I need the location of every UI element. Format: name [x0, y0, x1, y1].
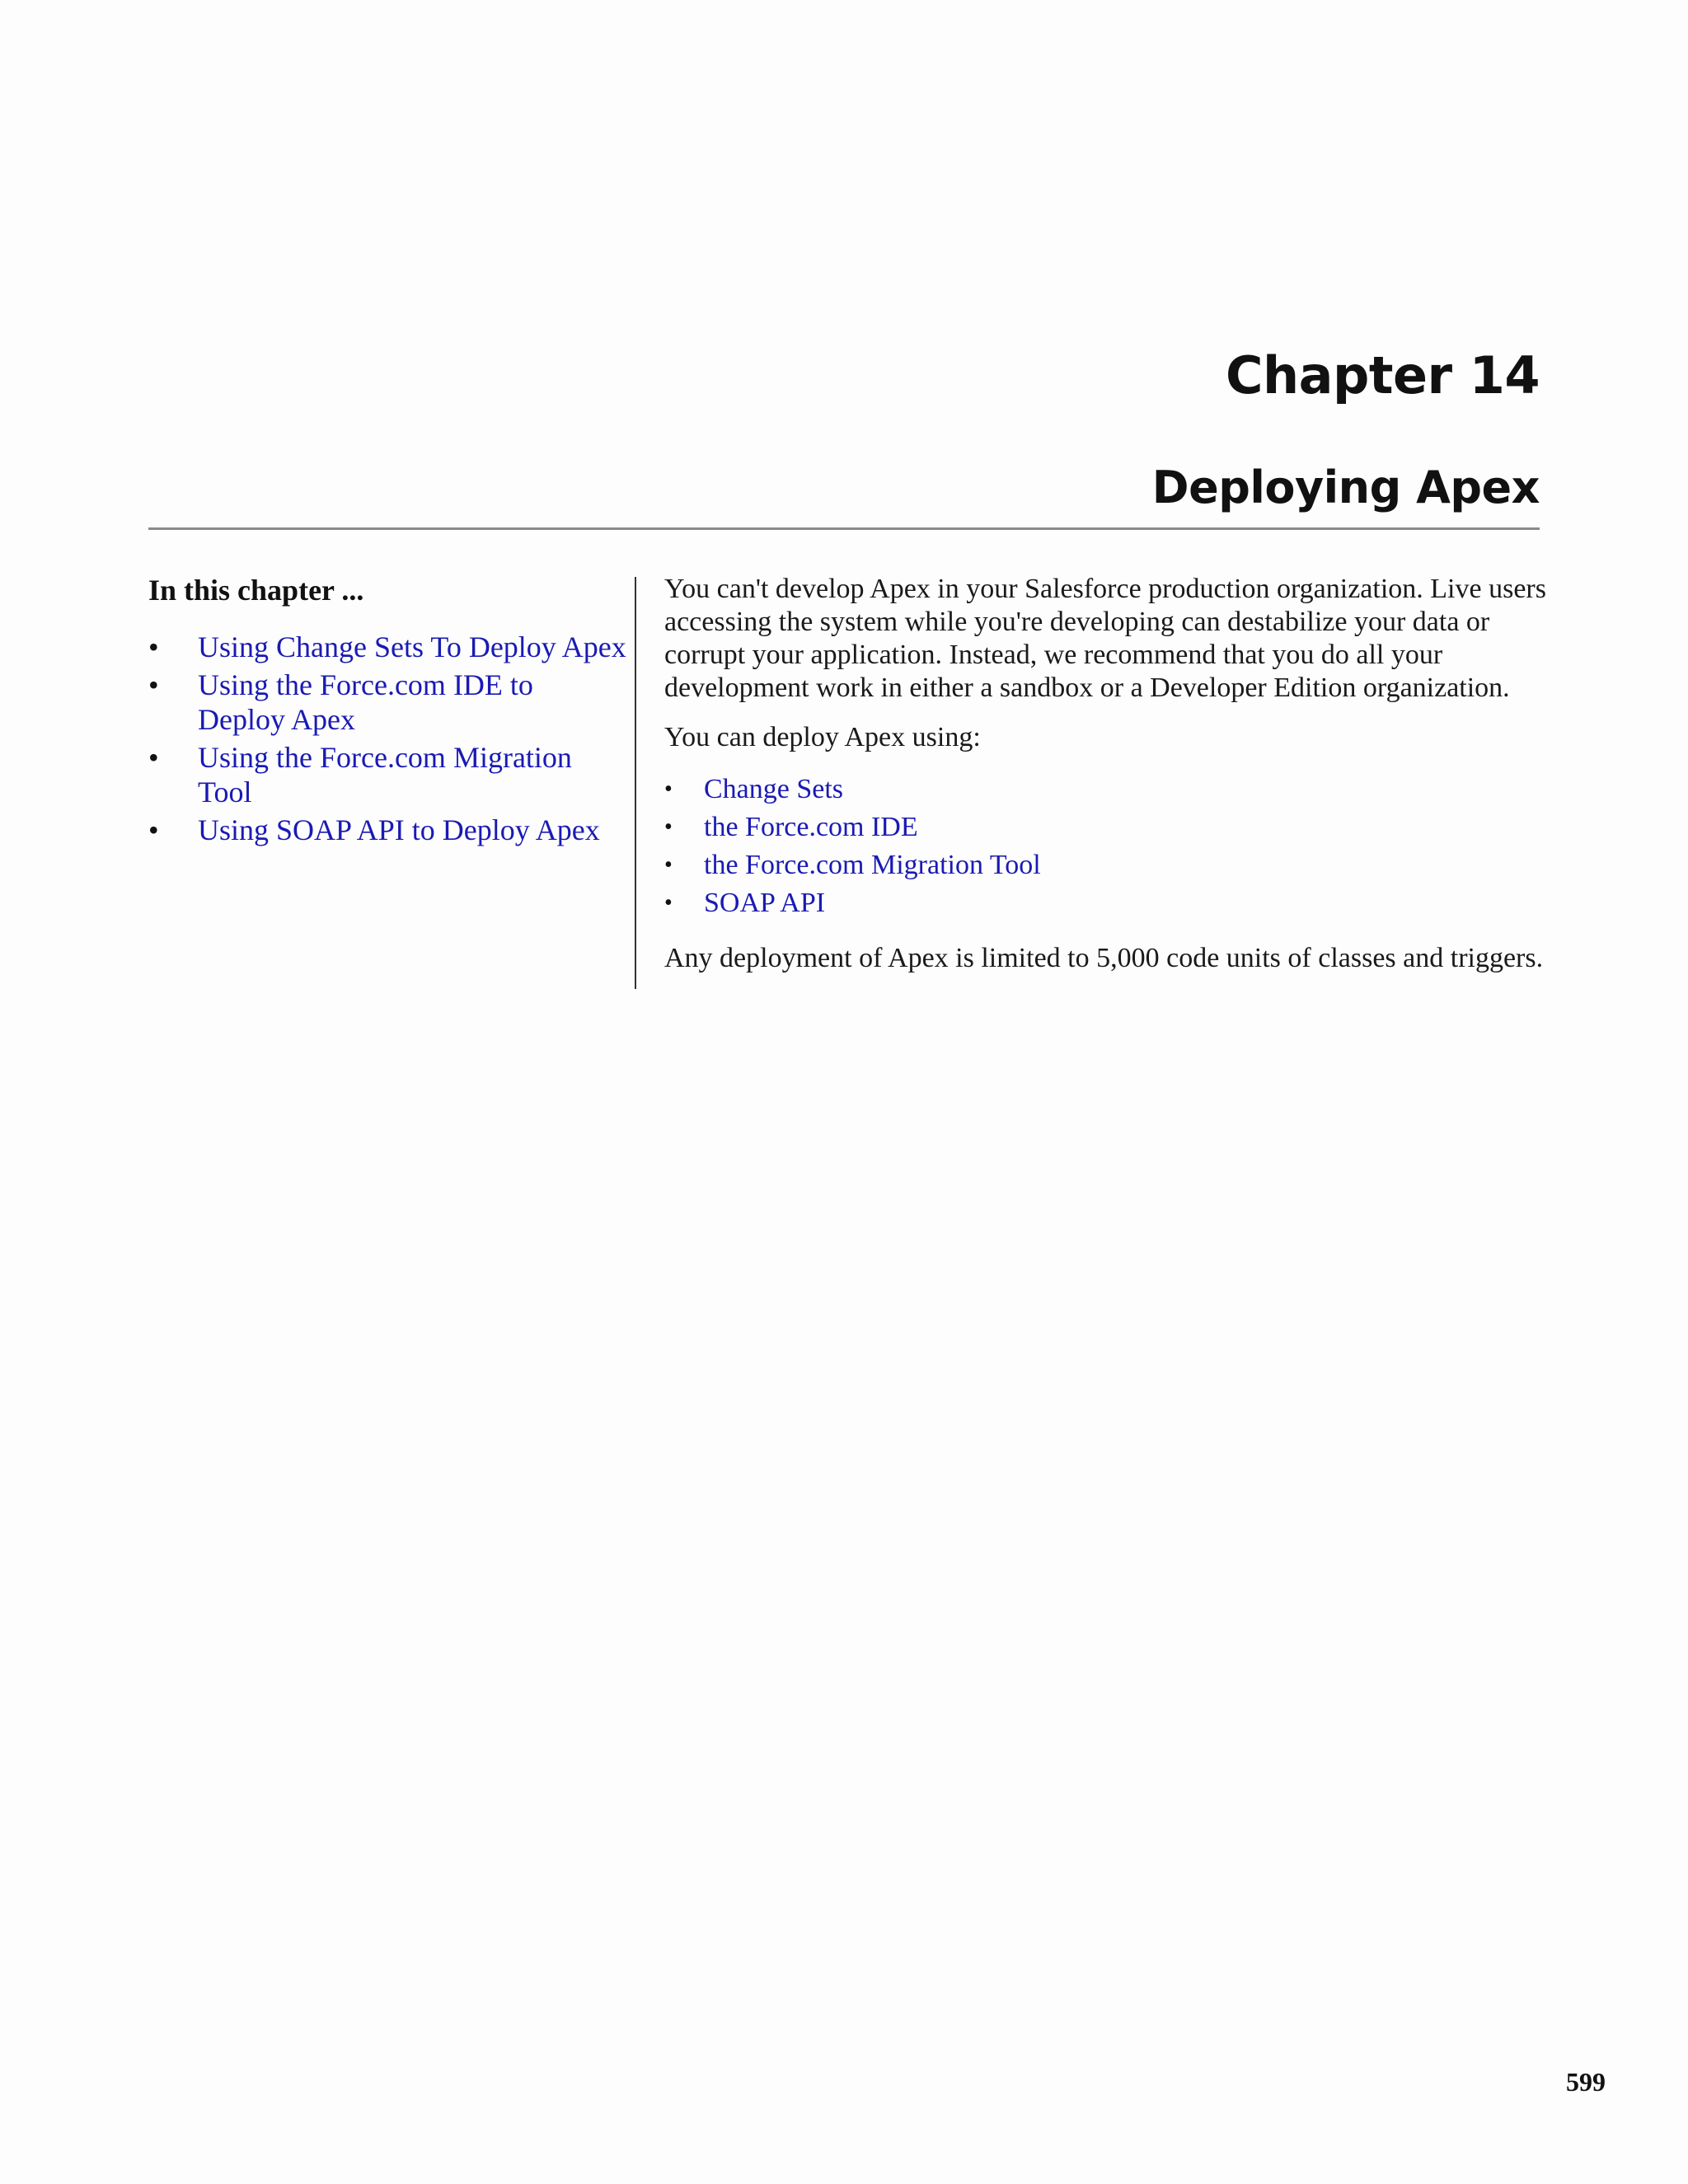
- toc-item-migration-tool: [148, 740, 626, 809]
- intro-paragraph: You can't develop Apex in your Salesforce production organization. Live users accessing the system while you're developing can destabilize your data or corrupt your application. Instead, we recommend that you do all your development work in either a sandbox or a Developer Edition organization.: [664, 574, 1546, 703]
- column-divider: [635, 577, 636, 989]
- chapter-title: Deploying Apex: [1151, 462, 1540, 513]
- deploy-method-item: [664, 808, 1546, 846]
- deploy-link-change-sets[interactable]: Change Sets: [704, 774, 844, 804]
- chapter-main-content: [664, 573, 1546, 991]
- toc-link-force-ide[interactable]: Using the Force.com IDE to Deploy Apex: [198, 668, 533, 737]
- chapter-sidebar: [148, 573, 626, 851]
- bullet-icon: •: [664, 852, 673, 878]
- title-rule: [148, 527, 1540, 530]
- bullet-icon: •: [148, 741, 159, 775]
- deploy-link-force-ide[interactable]: the Force.com IDE: [704, 812, 918, 842]
- toc-item-force-ide: [148, 668, 626, 737]
- deploy-method-item: [664, 771, 1546, 808]
- sidebar-toc-list: [148, 630, 626, 847]
- toc-link-change-sets[interactable]: Using Change Sets To Deploy Apex: [198, 630, 626, 664]
- deploy-lead-paragraph: You can deploy Apex using:: [664, 722, 981, 752]
- toc-item-change-sets: [148, 630, 626, 664]
- limit-note-paragraph: Any deployment of Apex is limited to 5,000 code units of classes and triggers.: [664, 943, 1544, 973]
- chapter-number: Chapter 14: [1226, 345, 1540, 405]
- toc-item-soap-api: [148, 813, 626, 847]
- deploy-link-soap-api[interactable]: SOAP API: [704, 888, 826, 918]
- bullet-icon: •: [664, 814, 673, 840]
- sidebar-heading: In this chapter ...: [148, 574, 364, 607]
- deploy-method-item: [664, 884, 1546, 922]
- bullet-icon: •: [148, 813, 159, 847]
- toc-link-migration-tool[interactable]: Using the Force.com Migration Tool: [198, 741, 572, 809]
- deploy-methods-list: [664, 771, 1546, 922]
- bullet-icon: •: [664, 776, 673, 802]
- deploy-method-item: [664, 846, 1546, 884]
- bullet-icon: •: [148, 630, 159, 664]
- deploy-link-migration-tool[interactable]: the Force.com Migration Tool: [704, 850, 1041, 880]
- bullet-icon: •: [664, 890, 673, 916]
- bullet-icon: •: [148, 668, 159, 702]
- page-number: 599: [1566, 2067, 1606, 2097]
- toc-link-soap-api[interactable]: Using SOAP API to Deploy Apex: [198, 813, 600, 847]
